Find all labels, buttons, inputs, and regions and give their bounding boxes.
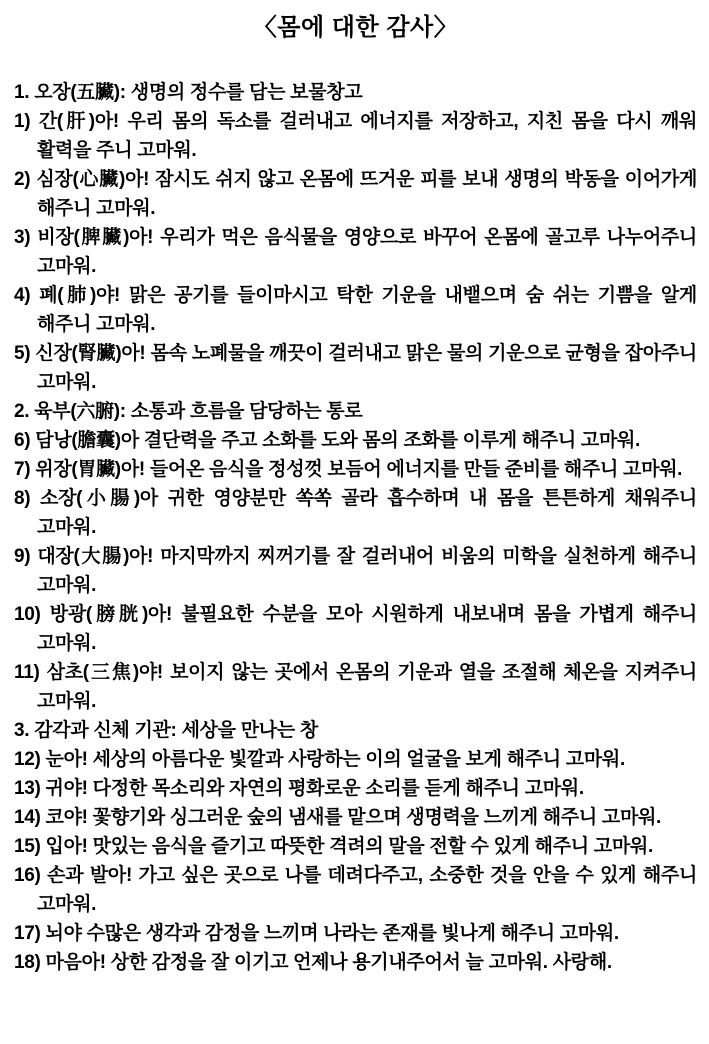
list-item: 11) 삼초(三焦)야! 보이지 않는 곳에서 온몸의 기운과 열을 조절해 체온을 지켜주니 고마워. — [14, 662, 697, 712]
section-yukbu — [14, 397, 697, 716]
list-item: 7) 위장(胃臟)아! 들어온 음식을 정성껏 보듬어 에너지를 만들 준비를 해주니 고마워. — [14, 459, 683, 480]
section-header: 2. 육부(六腑): 소통과 흐름을 담당하는 통로 — [14, 401, 363, 422]
list-item: 12) 눈아! 세상의 아름다운 빛깔과 사랑하는 이의 얼굴을 보게 해주니 고마워. — [14, 749, 625, 770]
list-item: 10) 방광(膀胱)아! 불필요한 수분을 모아 시원하게 내보내며 몸을 가볍게 해주니 고마워. — [14, 604, 697, 654]
list-item: 2) 심장(心臟)아! 잠시도 쉬지 않고 온몸에 뜨거운 피를 보내 생명의 박동을 이어가게 해주니 고마워. — [14, 169, 697, 219]
list-item: 17) 뇌야 수많은 생각과 감정을 느끼며 나라는 존재를 빛나게 해주니 고마워. — [14, 923, 619, 944]
list-item: 9) 대장(大腸)아! 마지막까지 찌꺼기를 잘 걸러내어 비움의 미학을 실천하게 해주니 고마워. — [14, 546, 697, 596]
list-item: 15) 입아! 맛있는 음식을 즐기고 따뜻한 격려의 말을 전할 수 있게 해주니 고마워. — [14, 836, 653, 857]
section-ojang — [14, 78, 697, 397]
list-item: 14) 코야! 꽃향기와 싱그러운 숲의 냄새를 맡으며 생명력을 느끼게 해주니 고마워. — [14, 807, 662, 828]
list-item: 1) 간(肝)아! 우리 몸의 독소를 걸러내고 에너지를 저장하고, 지친 몸을 다시 깨워 활력을 주니 고마워. — [14, 111, 697, 161]
list-item: 16) 손과 발아! 가고 싶은 곳으로 나를 데려다주고, 소중한 것을 안을 수 있게 해주니 고마워. — [14, 865, 697, 915]
list-item: 3) 비장(脾臟)아! 우리가 먹은 음식물을 영양으로 바꾸어 온몸에 골고루 나누어주니 고마워. — [14, 227, 697, 277]
section-senses — [14, 716, 697, 977]
list-item: 6) 담낭(膽囊)아 결단력을 주고 소화를 도와 몸의 조화를 이루게 해주니 고마워. — [14, 430, 641, 451]
list-item: 8) 소장(小腸)아 귀한 영양분만 쏙쏙 골라 흡수하며 내 몸을 튼튼하게 채워주니 고마워. — [14, 488, 697, 538]
list-item: 5) 신장(腎臟)아! 몸속 노폐물을 깨끗이 걸러내고 맑은 물의 기운으로 균형을 잡아주니 고마워. — [14, 343, 697, 393]
list-item: 18) 마음아! 상한 감정을 잘 이기고 언제나 용기내주어서 늘 고마워. 사랑해. — [14, 952, 612, 973]
page-title: 〈몸에 대한 감사〉 — [252, 14, 459, 41]
section-header: 1. 오장(五臟): 생명의 정수를 담는 보물창고 — [14, 82, 363, 103]
list-item: 4) 폐(肺)야! 맑은 공기를 들이마시고 탁한 기운을 내뱉으며 숨 쉬는 기쁨을 알게 해주니 고마워. — [14, 285, 697, 335]
section-header: 3. 감각과 신체 기관: 세상을 만나는 창 — [14, 720, 318, 741]
list-item: 13) 귀야! 다정한 목소리와 자연의 평화로운 소리를 듣게 해주니 고마워. — [14, 778, 584, 799]
document-body — [14, 78, 697, 977]
